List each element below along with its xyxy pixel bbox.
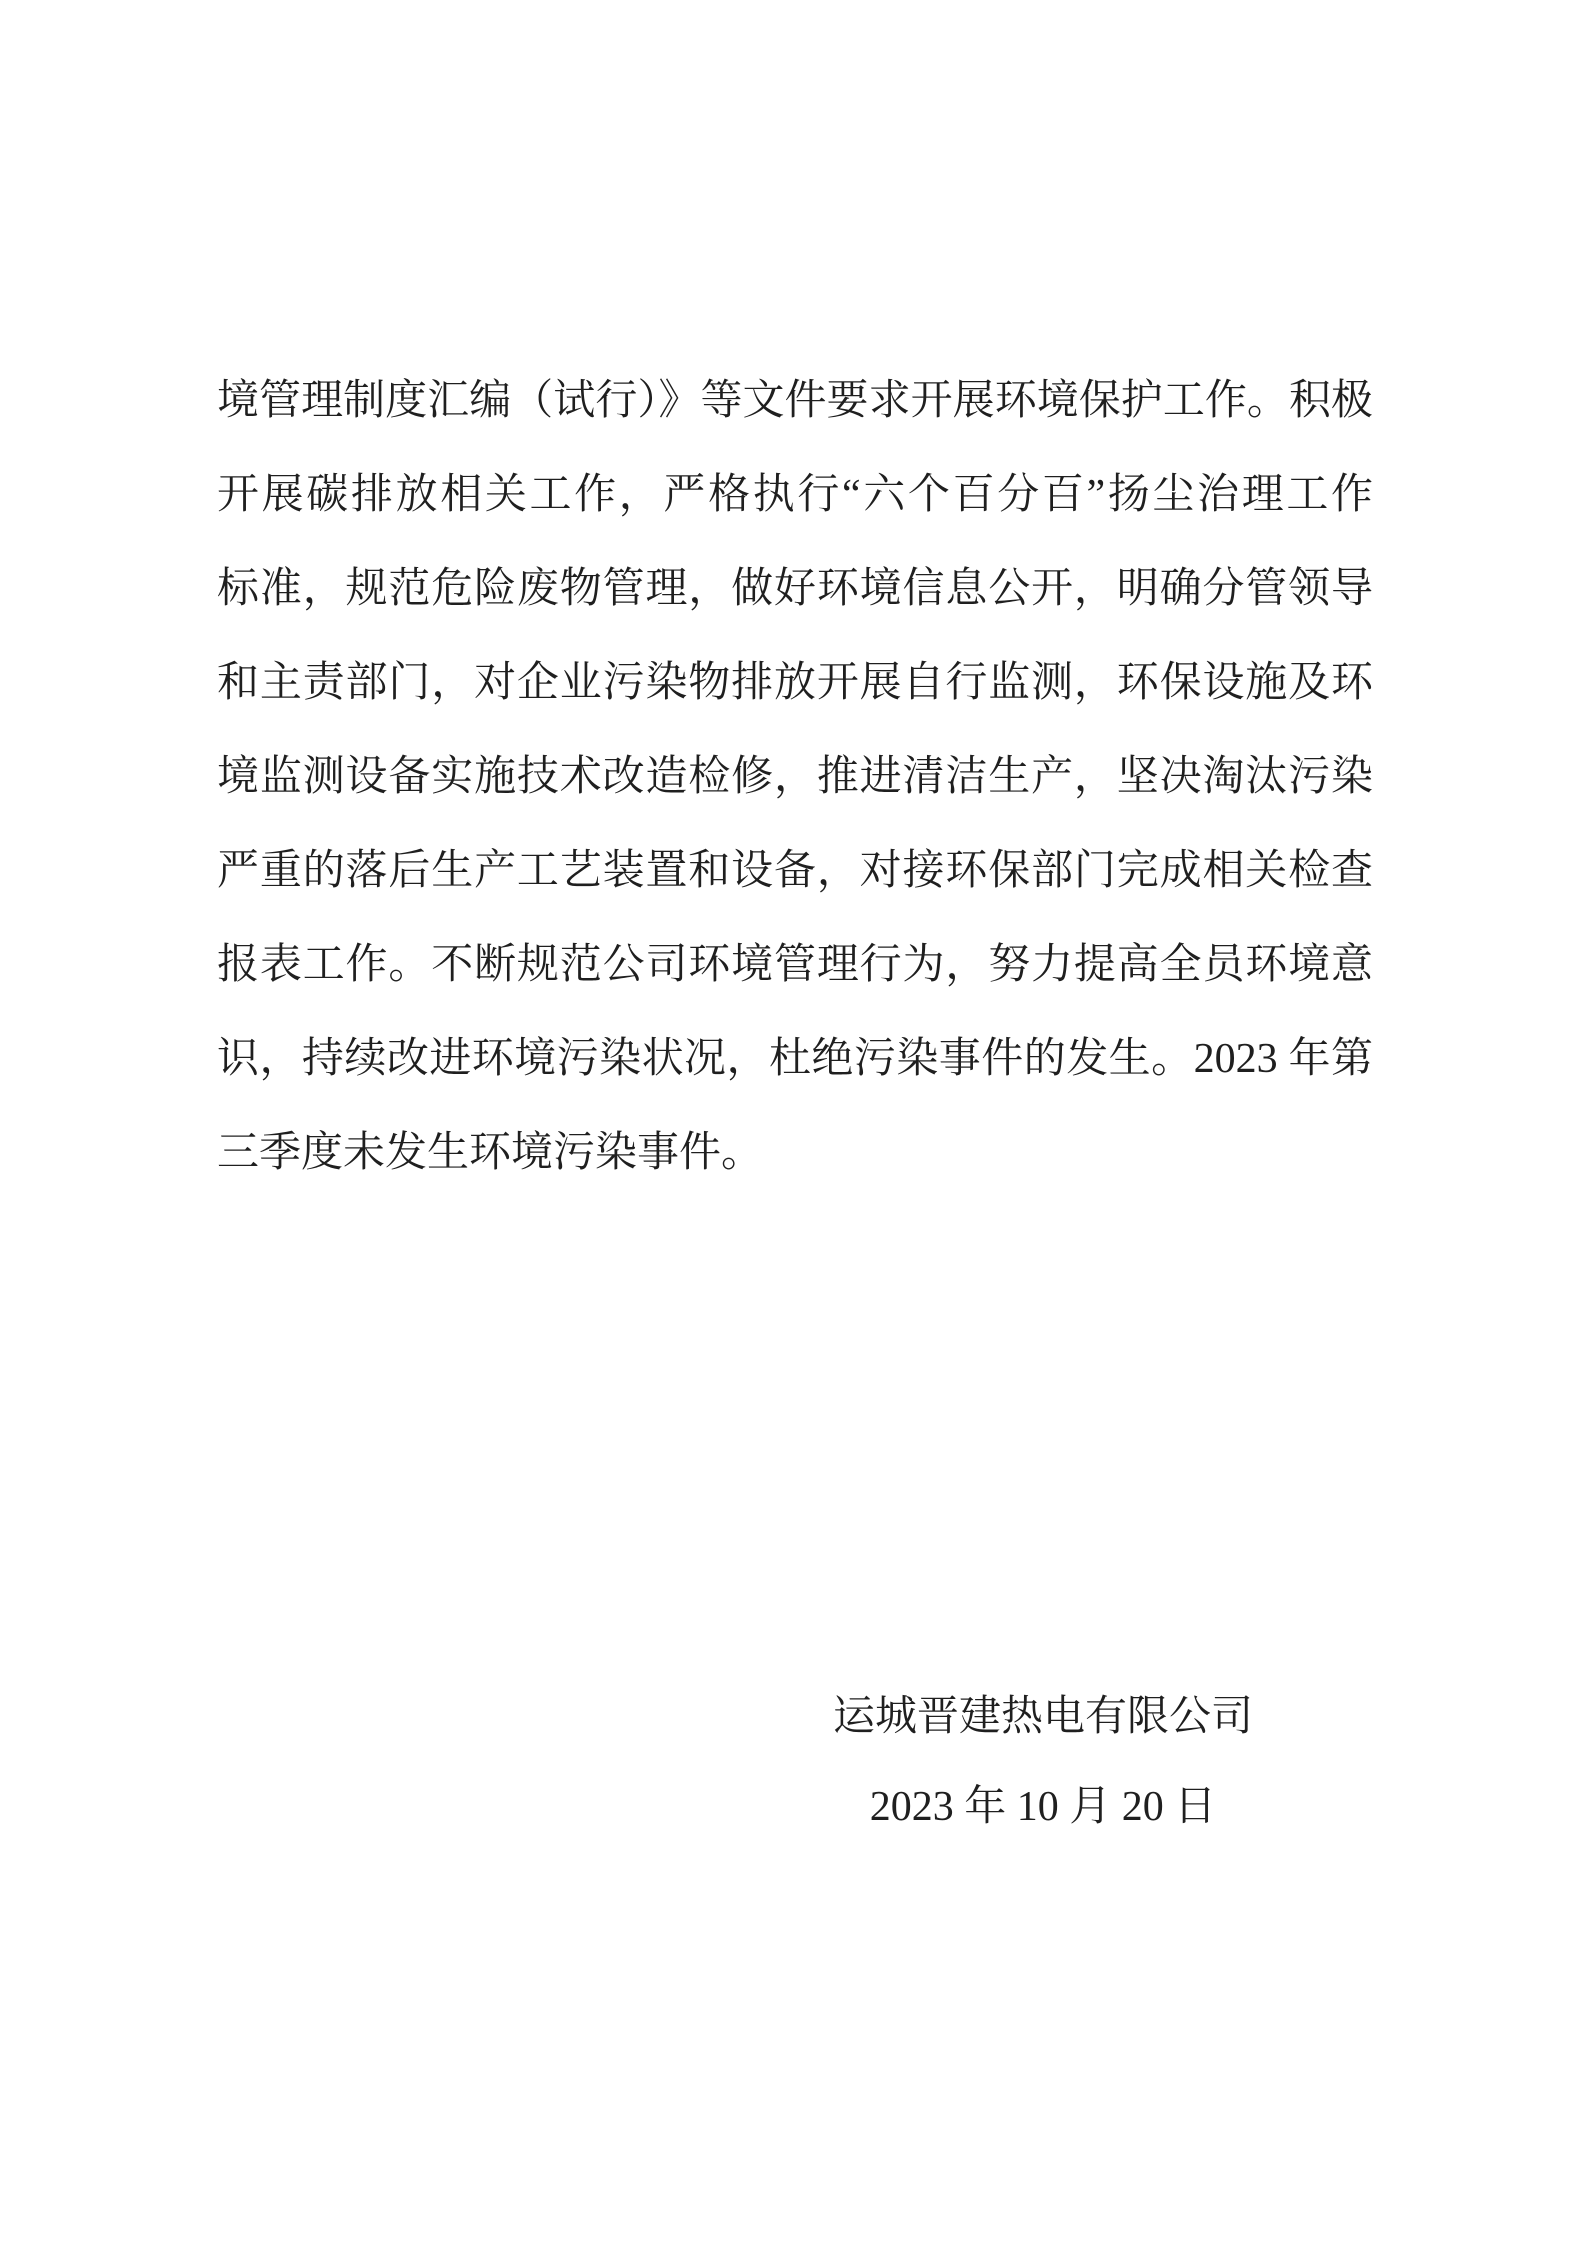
signature-block (713, 1672, 1373, 1852)
signature-company: 运城晋建热电有限公司 (832, 1694, 1253, 1740)
body-line: 标准，规范危险废物管理，做好环境信息公开，明确分管领导 (217, 566, 1373, 612)
signature-date: 2023 年 10 月 20 日 (869, 1784, 1217, 1830)
body-line: 严重的落后生产工艺装置和设备，对接环保部门完成相关检查 (217, 848, 1373, 894)
body-line: 境监测设备实施技术改造检修，推进清洁生产，坚决淘汰污染 (217, 754, 1373, 800)
body-paragraph (217, 354, 1373, 1200)
body-line: 开展碳排放相关工作，严格执行“六个百分百”扬尘治理工作 (217, 472, 1373, 518)
body-line: 三季度未发生环境污染事件。 (217, 1130, 764, 1176)
body-line: 和主责部门，对企业污染物排放开展自行监测，环保设施及环 (217, 660, 1373, 706)
body-line: 识，持续改进环境污染状况，杜绝污染事件的发生。2023 年第 (217, 1036, 1373, 1082)
body-line: 报表工作。不断规范公司环境管理行为，努力提高全员环境意 (217, 942, 1373, 988)
body-line: 境管理制度汇编（试行）》等文件要求开展环境保护工作。积极 (217, 378, 1373, 424)
